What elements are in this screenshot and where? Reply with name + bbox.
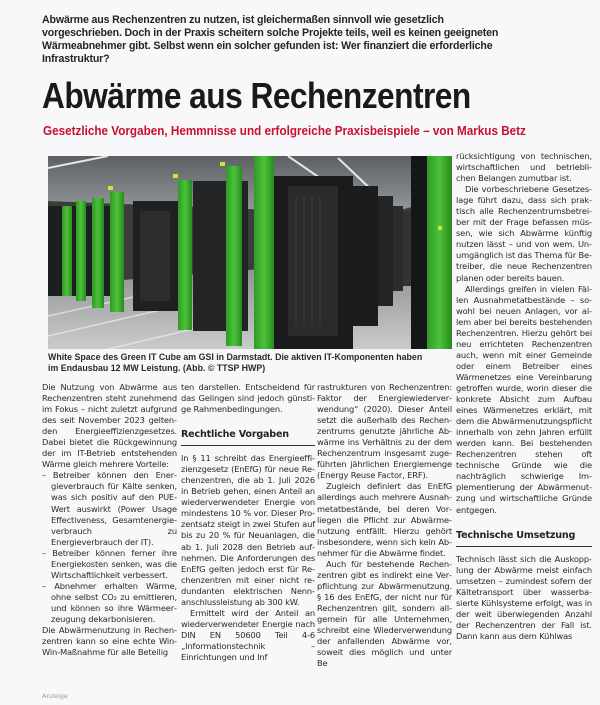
paragraph: rücksichtigung von technischen, wirtschaftlichen und betrieblichen Belangen zumutbar ist. [456,151,592,184]
advertisement-label: Anzeige [42,692,68,700]
paragraph: Allerdings greifen in vielen Fällen Ausnahmetatbestände – sowohl bei neuen Anlagen, vor allem aber bei bereits bestehenden Rechenzentren. Hierzu gehört bei neu errichteten Rechenzentren auch, wenn mit einer Gemeinde oder einem Betreiber eines Wärmenetzes eine Vereinbarung getroffen wurde, worin dieser die konkrete Absicht zum Aufbau eines Wärmenetzes erklärt, mit dem die Abwärmenutzungspflicht innerhalb von zehn Jahren erfüllt werden kann. Bei bestehenden Rechenzentren stehen oft technische Gründe wie die nachträglich schwierige Implementierung der Abwärmenutzung und wirtschaftliche Gründe entgegen. [456,283,592,515]
benefits-list [42,470,177,625]
article-title: Abwärme aus Rechenzentren [42,75,471,116]
paragraph: In § 11 schreibt das Energieeffizienzgesetz (EnEfG) für neue Rechenzentren, die ab 1. Juli 2026 in Betrieb gehen, einen Anteil an wiederverwendeter Energie von mindestens 10 % vor. Dieser Prozentsatz steigt in zwei Stufen auf bis zu 20 % für Neuanlagen, die ab 1. Juli 2028 den Betrieb aufnehmen. Die Anforderungen des EnEfG gelten jedoch erst für Rechenzentren mit einer nicht redundanten elektrischen Nennanschlussleistung ab 300 kW. [181,453,315,607]
paragraph: Die Abwärmenutzung in Rechenzentren kann so eine echte Win-Win-Maßnahme für alle Beteilig [42,625,177,658]
text-column-4 [456,151,592,642]
paragraph: Die vorbeschriebene Gesetzeslage führt dazu, dass sich praktisch alle Rechenzentrumsbetreiber mit der Frage befassen müssen, wie sich Abwärme künftig nutzen lässt – und von wem. Unumgänglich ist das Thema für Betreiber, die neue Rechenzentren planen oder bereits bauen. [456,184,592,283]
text-column-3 [317,382,452,669]
article-figure [48,156,452,349]
paragraph: Technisch lässt sich die Auskopplung der Abwärme meist einfach umsetzen – zumindest sofern der Kältetransport über wasserbasierte Kühlsysteme erfolgt, was in der weit überwiegenden Anzahl der Rechenzentren der Fall ist. Dann kann aus dem Kühlwas [456,553,592,641]
paragraph: ten darstellen. Entscheidend für das Gelingen sind jedoch günstige Rahmenbedingungen. [181,382,315,415]
article-lead: Abwärme aus Rechenzentren zu nutzen, ist gleichermaßen sinnvoll wie gesetzlich vorgeschrieben. Doch in der Praxis scheitern solche Projekte teils, weil es keinen geeigneten Wärmeabnehmer gibt. Selbst wenn ein solcher gefunden ist: Wer finanziert die erforderliche Infrastruktur? [42,14,499,65]
article-subtitle: Gesetzliche Vorgaben, Hemmnisse und erfolgreiche Praxisbeispiele – von Markus Betz [43,123,526,138]
text-column-1 [42,382,177,658]
figure-caption: White Space des Green IT Cube am GSI in Darmstadt. Die aktiven IT-Komponenten haben im Endausbau 12 MW Leistung. (Abb. © TTSP HWP) [48,352,423,374]
list-item: – Betreiber können den Energieverbrauch für Kälte senken, was sich positiv auf den PUE-Wert auswirkt (Power Usage Effectiveness, Gesamtenergieverbrauch zu Energieverbrauch der IT). [42,470,177,547]
list-item: – Betreiber können ferner ihre Energiekosten senken, was die Wirtschaftlichkeit verbessert. [42,547,177,580]
paragraph: rastrukturen von Rechenzentren: Faktor der Energiewiederverwendung“ (2020). Dieser Anteil setzt die außerhalb des Rechenzentrums genutzte jährliche Abwärme ins Verhältnis zu der dem Rechenzentrum insgesamt zugeführten jährlichen Energiemenge (Energy Reuse Factor, ERF). [317,382,452,481]
list-item: – Abnehmer erhalten Wärme, ohne selbst CO₂ zu emittieren, und können so ihre Wärmeerzeugung dekarbonisieren. [42,580,177,624]
section-heading-legal: Rechtliche Vorgaben [181,428,315,446]
text-column-2 [181,382,315,663]
section-heading-technical: Technische Umsetzung [456,529,592,547]
paragraph: Die Nutzung von Abwärme aus Rechenzentren steht zunehmend im Fokus – nicht zuletzt aufgrund des seit November 2023 geltenden Energieeffizienzgesetzes. Dabei bietet die Rückgewinnung der im IT-Betrieb entstehenden Wärme gleich mehrere Vorteile: [42,382,177,470]
paragraph: Zugleich definiert das EnEfG allerdings auch mehrere Ausnahmetatbestände, bei deren Vorliegen die Pflicht zur Abwärmenutzung entfällt. Hierzu gehört insbesondere, wenn sich kein Abnehmer für die Abwärme findet. [317,481,452,558]
datacenter-photo [48,156,452,349]
paragraph: Ermittelt wird der Anteil an wiederverwendeter Energie nach DIN EN 50600 Teil 4-6 „Informationstechnik – Einrichtungen und Inf [181,607,315,662]
paragraph: Auch für bestehende Rechenzentren gibt es indirekt eine Verpflichtung zur Abwärmenutzung. § 16 des EnEfG, der nicht nur für Rechenzentren gilt, sondern allgemein für alle Unternehmen, schreibt eine Wiederverwendung der anfallenden Abwärme vor, soweit dies möglich und unter Be [317,558,452,669]
